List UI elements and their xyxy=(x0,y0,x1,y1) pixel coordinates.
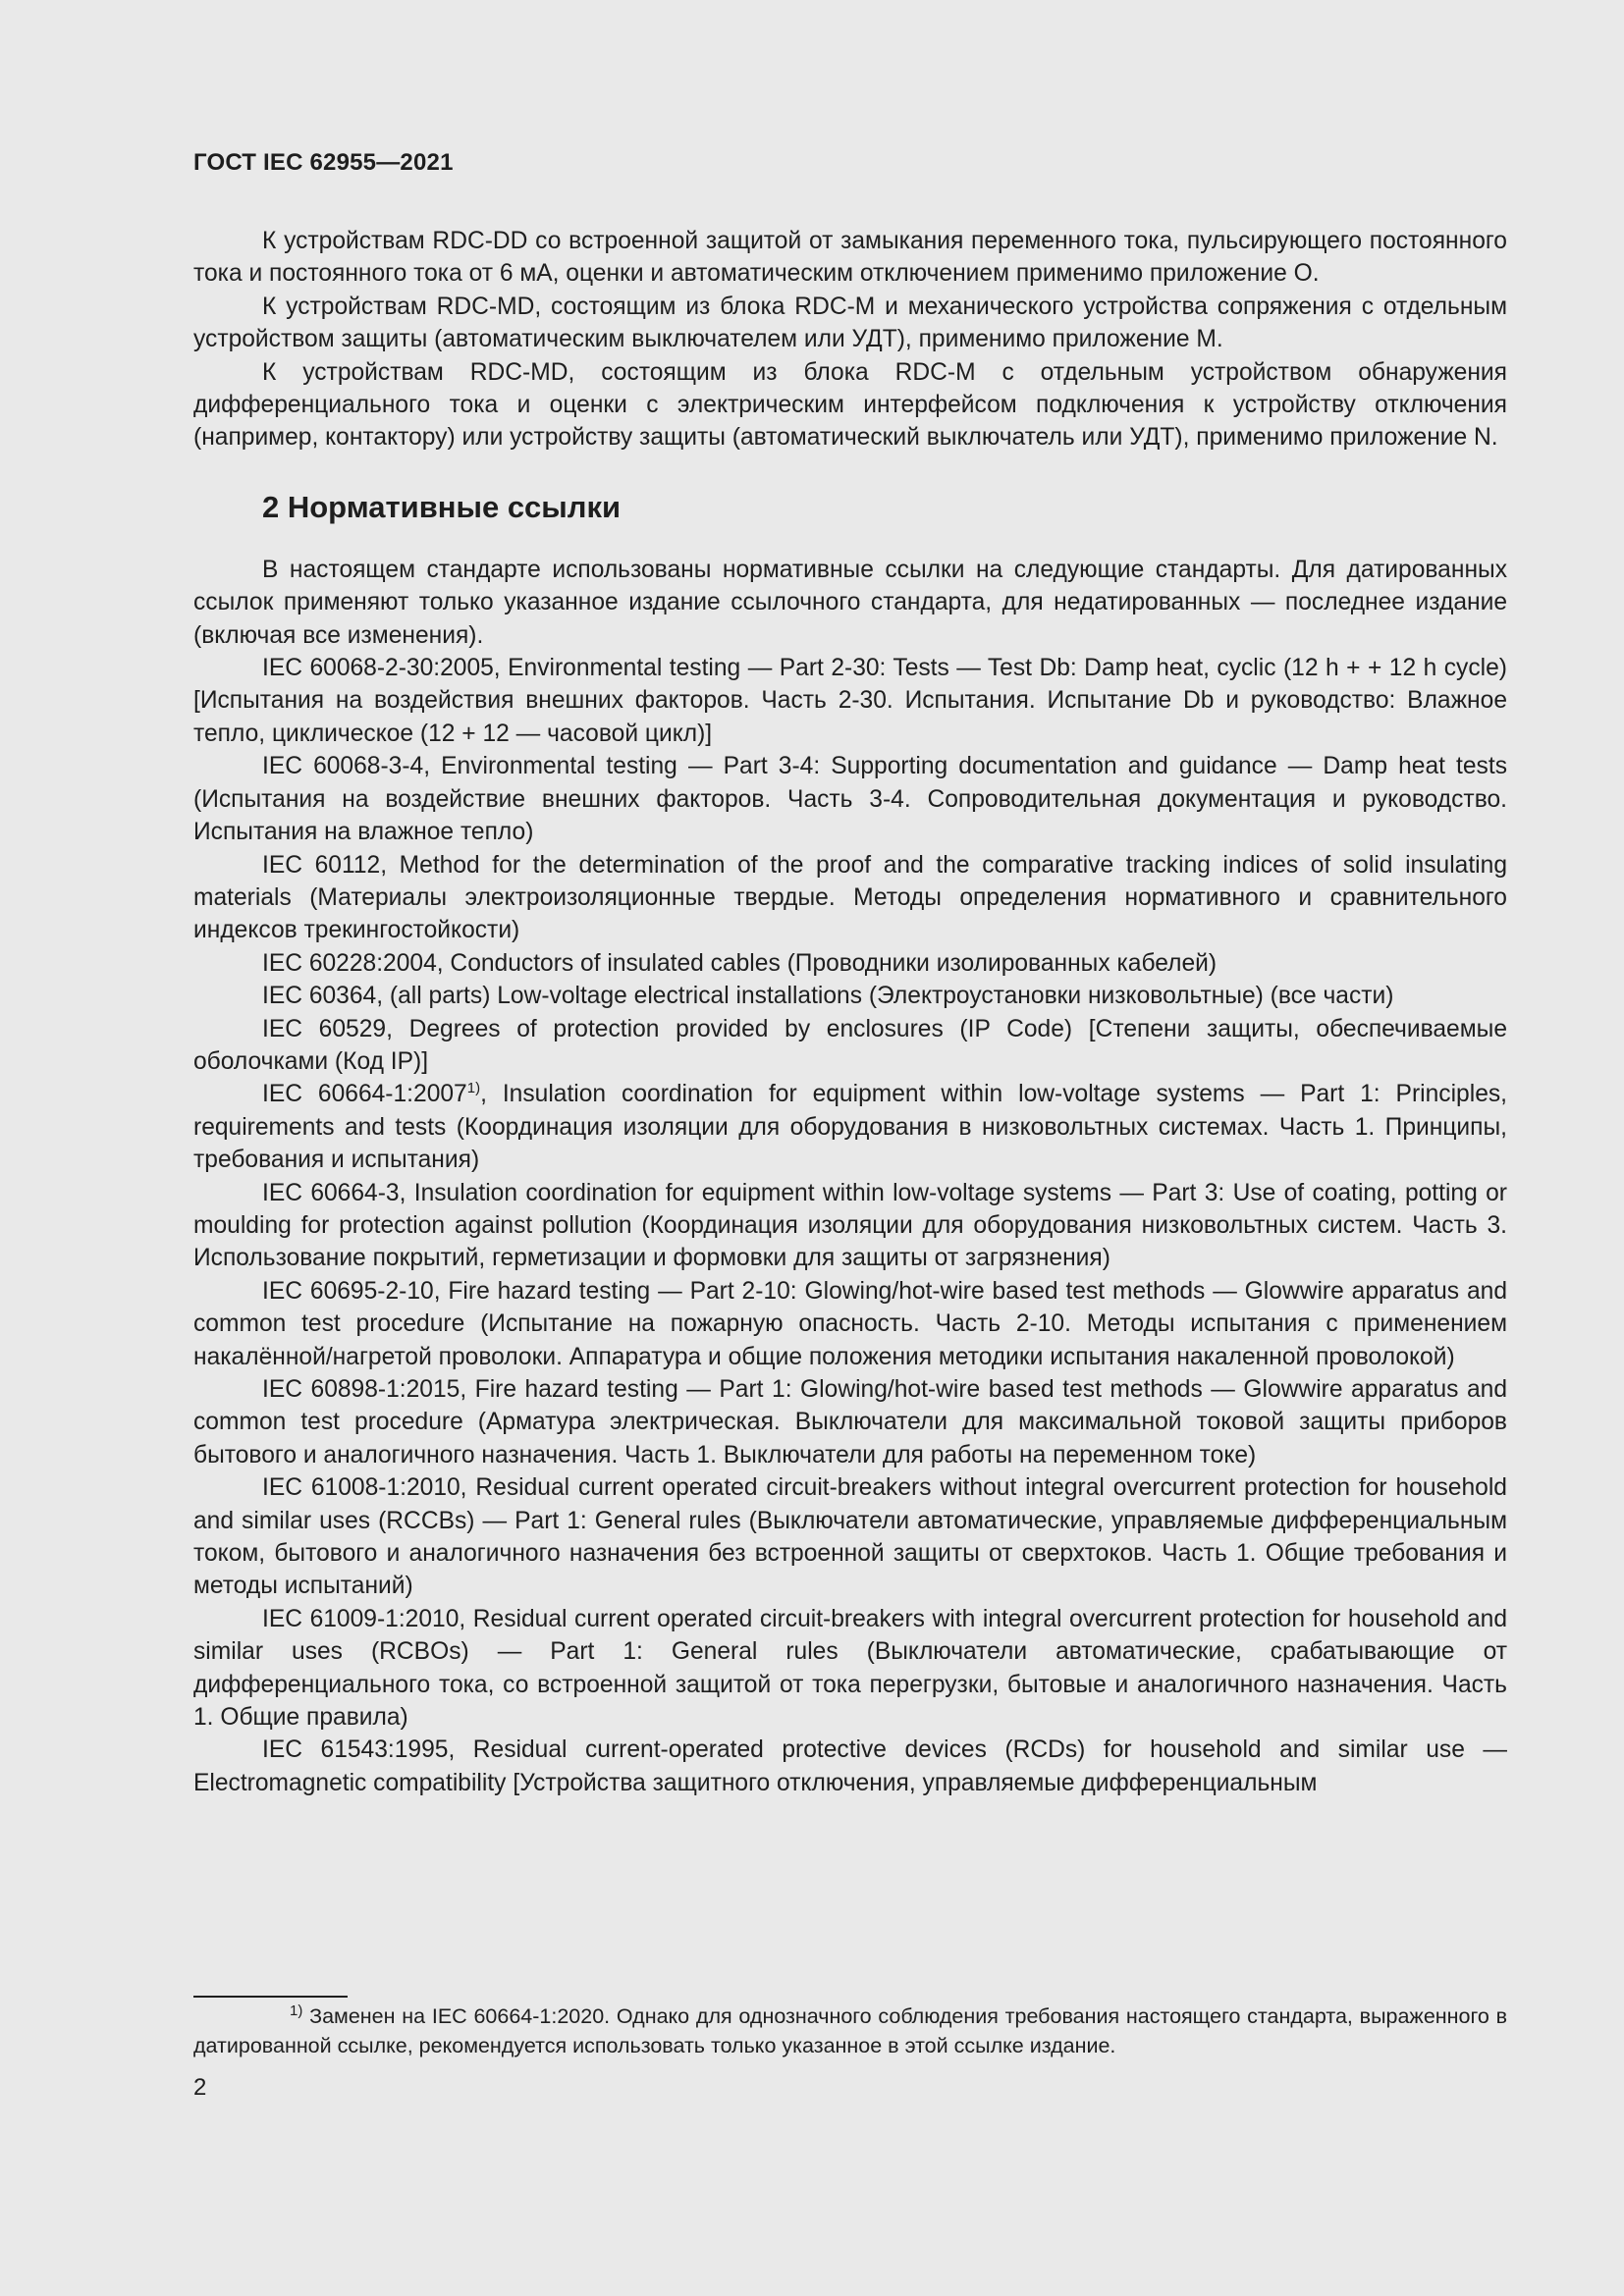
section-title: 2 Нормативные ссылки xyxy=(262,489,622,524)
reference-entry: IEC 61008-1:2010, Residual current operated circuit-breakers without integral overcurrent protection for household and similar uses (RCCBs) — Part 1: General rules (Выключатели автоматические, управляемые дифференциальным током, бытового и аналогичного назначения без встроенной защиты от сверхтоков. Часть 1. Общие требования и методы испытаний) xyxy=(193,1474,1507,1600)
reference-code: IEC 60664-1:2007 xyxy=(262,1081,467,1108)
body-text xyxy=(193,225,1507,1799)
intro-paragraph: К устройствам RDC-DD со встроенной защитой от замыкания переменного тока, пульсирующего постоянного тока и постоянного тока от 6 мА, оценки и автоматическим отключением применимо приложение О. xyxy=(193,228,1507,288)
reference-entry: IEC 60664-3, Insulation coordination for equipment within low-voltage systems — Part 3: Use of coating, potting or moulding for protection against pollution (Координация изоляции для оборудования низковольтных систем. Часть 3. Использование покрытий, герметизации и формовки для защиты от загрязнения) xyxy=(193,1179,1507,1272)
reference-entry: IEC 61009-1:2010, Residual current operated circuit-breakers with integral overcurrent protection for household and similar uses (RCBOs) — Part 1: General rules (Выключатели автоматические, срабатывающие от дифференциального тока, со встроенной защитой от тока перегрузки, бытовые и аналогичного назначения. Часть 1. Общие правила) xyxy=(193,1605,1507,1732)
reference-entry: IEC 60228:2004, Conductors of insulated cables (Проводники изолированных кабелей) xyxy=(262,949,1218,977)
footnote-text: Заменен на IEC 60664-1:2020. Однако для однозначного соблюдения требования настоящего стандарта, выраженного в датированной ссылке, рекомендуется использовать только указанное в этой ссылке издание. xyxy=(193,2004,1507,2057)
reference-entry: IEC 60695-2-10, Fire hazard testing — Part 2-10: Glowing/hot-wire based test methods — Glowwire apparatus and common test procedure (Испытание на пожарную опасность. Часть 2-10. Методы испытания с применением накалённой/нагретой проволоки. Аппаратура и общие положения методики испытания накаленной проволокой) xyxy=(193,1277,1507,1370)
reference-entry: IEC 60112, Method for the determination of the proof and the comparative tracking indices of solid insulating materials (Материалы электроизоляционные твердые. Методы определения нормативного и сравнительного индексов трекингостойкости) xyxy=(193,851,1507,944)
reference-entry: IEC 60529, Degrees of protection provided by enclosures (IP Code) [Степени защиты, обеспечиваемые оболочками (Код IP)] xyxy=(193,1015,1507,1075)
footnote xyxy=(193,2002,1507,2060)
footnote-marker: 1) xyxy=(290,2002,303,2019)
reference-entry: IEC 60364, (all parts) Low-voltage electrical installations (Электроустановки низковольтные) (все части) xyxy=(262,983,1394,1010)
reference-entry: IEC 60898-1:2015, Fire hazard testing — Part 1: Glowing/hot-wire based test methods — Glowwire apparatus and common test procedure (Арматура электрическая. Выключатели для максимальной токовой защиты приборов бытового и аналогичного назначения. Часть 1. Выключатели для работы на переменном токе) xyxy=(193,1376,1507,1468)
reference-text: , Insulation coordination for equipment within low-voltage systems — Part 1: Principles, requirements and tests (Координация изоляции для оборудования в низковольтных системах. Часть 1. Принципы, требования и испытания) xyxy=(193,1081,1508,1174)
reference-entry: IEC 60068-2-30:2005, Environmental testing — Part 2-30: Tests — Test Db: Damp heat, cyclic (12 h + + 12 h cycle) [Испытания на воздействия внешних факторов. Часть 2-30. Испытания. Испытание Db и руководство: Влажное тепло, циклическое (12 + 12 — часовой цикл)] xyxy=(193,655,1507,747)
reference-entry: IEC 61543:1995, Residual current-operated protective devices (RCDs) for household and similar use — Electromagnetic compatibility [Устройства защитного отключения, управляемые дифференциальным xyxy=(193,1736,1507,1796)
footnote-divider xyxy=(193,1996,348,1998)
section-paragraph: В настоящем стандарте использованы нормативные ссылки на следующие стандарты. Для датированных ссылок применяют только указанное издание ссылочного стандарта, для недатированных — последнее издание (включая все изменения). xyxy=(193,556,1507,649)
footnote-marker[interactable]: 1) xyxy=(466,1080,481,1097)
intro-paragraph: К устройствам RDC-MD, состоящим из блока RDC-M с отдельным устройством обнаружения дифференциального тока и оценки с электрическим интерфейсом подключения к устройству отключения (например, контактору) или устройству защиты (автоматический выключатель или УДТ), применимо приложение N. xyxy=(193,358,1507,452)
page-number: 2 xyxy=(193,2074,207,2101)
reference-entry-60664-1 xyxy=(193,1078,1507,1176)
reference-entry: IEC 60068-3-4, Environmental testing — Part 3-4: Supporting documentation and guidance — Damp heat tests (Испытания на воздействие внешних факторов. Часть 3-4. Сопроводительная документация и руководство. Испытания на влажное тепло) xyxy=(193,753,1507,846)
page-header: ГОСТ IEC 62955—2021 xyxy=(193,149,454,176)
intro-paragraph: К устройствам RDC-MD, состоящим из блока RDC-M и механического устройства сопряжения с отдельным устройством защиты (автоматическим выключателем или УДТ), применимо приложение М. xyxy=(193,293,1507,353)
